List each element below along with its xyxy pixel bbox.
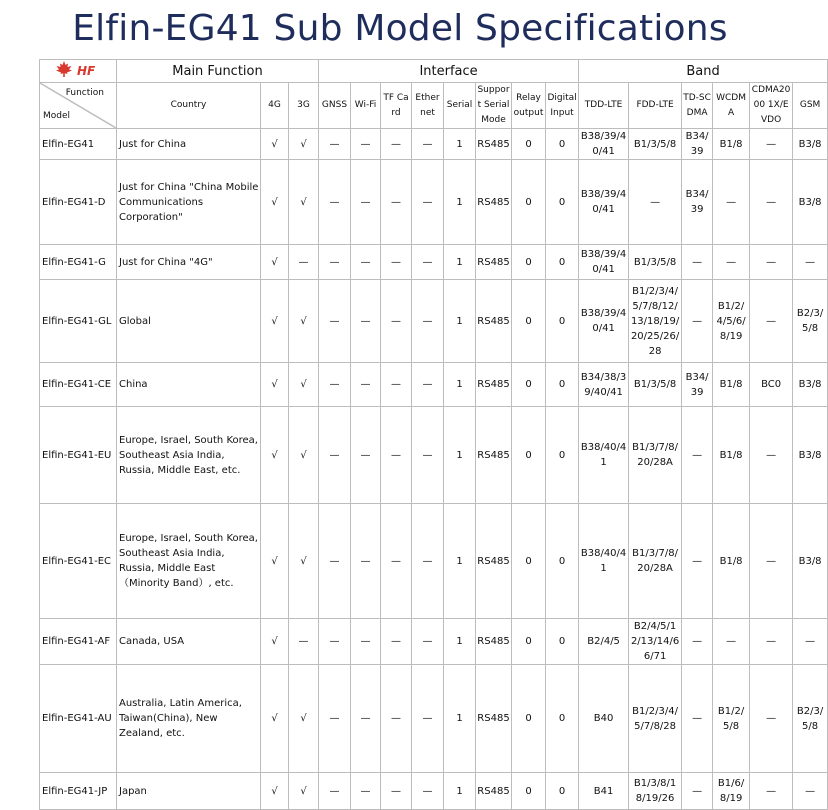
wifi-cell: — — [351, 129, 381, 160]
wcdma-cell: B1/8 — [713, 129, 750, 160]
spec-table — [39, 59, 828, 810]
gnss-cell: — — [319, 407, 351, 504]
digital-input-cell: 0 — [546, 665, 579, 773]
model-cell: Elfin-EG41-AU — [40, 665, 117, 773]
cdma2000-cell: — — [750, 280, 793, 363]
gnss-cell: — — [319, 773, 351, 810]
gsm-cell: B2/3/5/8 — [793, 280, 828, 363]
4g-cell: √ — [261, 665, 289, 773]
table-row — [40, 245, 828, 280]
td-scdma-cell: B34/39 — [682, 160, 713, 245]
tf-card-cell: — — [381, 665, 412, 773]
table-row — [40, 773, 828, 810]
gsm-cell: B2/3/5/8 — [793, 665, 828, 773]
3g-cell: √ — [289, 129, 319, 160]
tf-card-cell: — — [381, 280, 412, 363]
fdd-lte-cell: B1/3/7/8/20/28A — [629, 407, 682, 504]
tf-card-cell: — — [381, 773, 412, 810]
ethernet-cell: — — [412, 504, 444, 619]
serial-cell: 1 — [444, 280, 476, 363]
td-scdma-cell: B34/39 — [682, 363, 713, 407]
relay-output-cell: 0 — [512, 363, 546, 407]
model-cell: Elfin-EG41 — [40, 129, 117, 160]
digital-input-cell: 0 — [546, 280, 579, 363]
serial-mode-cell: RS485 — [476, 619, 512, 665]
col-digital-input: Digital Input — [546, 83, 579, 129]
wcdma-cell: — — [713, 619, 750, 665]
fdd-lte-cell: B1/3/7/8/20/28A — [629, 504, 682, 619]
cdma2000-cell: — — [750, 665, 793, 773]
wcdma-cell: B1/8 — [713, 504, 750, 619]
relay-output-cell: 0 — [512, 280, 546, 363]
col-cdma2000: CDMA2000 1X/EVDO — [750, 83, 793, 129]
fdd-lte-cell: B2/4/5/12/13/14/66/71 — [629, 619, 682, 665]
serial-mode-cell: RS485 — [476, 160, 512, 245]
gnss-cell: — — [319, 665, 351, 773]
digital-input-cell: 0 — [546, 129, 579, 160]
ethernet-cell: — — [412, 619, 444, 665]
col-gnss: GNSS — [319, 83, 351, 129]
country-cell: Europe, Israel, South Korea, Southeast Asia India, Russia, Middle East （Minority Band）, etc. — [117, 504, 261, 619]
cdma2000-cell: — — [750, 245, 793, 280]
cdma2000-cell: — — [750, 160, 793, 245]
wcdma-cell: B1/6/8/19 — [713, 773, 750, 810]
tdd-lte-cell: B40 — [579, 665, 629, 773]
cdma2000-cell: — — [750, 773, 793, 810]
digital-input-cell: 0 — [546, 245, 579, 280]
logo-cell — [40, 60, 117, 83]
wifi-cell: — — [351, 504, 381, 619]
wifi-cell: — — [351, 160, 381, 245]
model-cell: Elfin-EG41-G — [40, 245, 117, 280]
relay-output-cell: 0 — [512, 160, 546, 245]
table-row — [40, 407, 828, 504]
td-scdma-cell: — — [682, 773, 713, 810]
wifi-cell: — — [351, 363, 381, 407]
serial-cell: 1 — [444, 619, 476, 665]
tf-card-cell: — — [381, 363, 412, 407]
relay-output-cell: 0 — [512, 129, 546, 160]
tdd-lte-cell: B38/39/40/41 — [579, 160, 629, 245]
digital-input-cell: 0 — [546, 407, 579, 504]
tdd-lte-cell: B38/39/40/41 — [579, 280, 629, 363]
model-cell: Elfin-EG41-AF — [40, 619, 117, 665]
gsm-cell: — — [793, 619, 828, 665]
model-cell: Elfin-EG41-GL — [40, 280, 117, 363]
serial-cell: 1 — [444, 773, 476, 810]
serial-cell: 1 — [444, 407, 476, 504]
country-cell: Global — [117, 280, 261, 363]
3g-cell: — — [289, 245, 319, 280]
3g-cell: √ — [289, 407, 319, 504]
col-td-scdma: TD-SCDMA — [682, 83, 713, 129]
serial-mode-cell: RS485 — [476, 504, 512, 619]
gsm-cell: B3/8 — [793, 160, 828, 245]
table-row — [40, 363, 828, 407]
serial-cell: 1 — [444, 245, 476, 280]
tdd-lte-cell: B41 — [579, 773, 629, 810]
model-cell: Elfin-EG41-CE — [40, 363, 117, 407]
serial-cell: 1 — [444, 129, 476, 160]
relay-output-cell: 0 — [512, 665, 546, 773]
model-cell: Elfin-EG41-JP — [40, 773, 117, 810]
col-country: Country — [117, 83, 261, 129]
3g-cell: √ — [289, 773, 319, 810]
relay-output-cell: 0 — [512, 245, 546, 280]
col-relay-output: Relay output — [512, 83, 546, 129]
col-fdd-lte: FDD-LTE — [629, 83, 682, 129]
table-row — [40, 280, 828, 363]
ethernet-cell: — — [412, 407, 444, 504]
ethernet-cell: — — [412, 665, 444, 773]
serial-cell: 1 — [444, 665, 476, 773]
fdd-lte-cell: B1/3/5/8 — [629, 363, 682, 407]
country-cell: Just for China "4G" — [117, 245, 261, 280]
relay-output-cell: 0 — [512, 773, 546, 810]
tf-card-cell: — — [381, 245, 412, 280]
serial-cell: 1 — [444, 504, 476, 619]
3g-cell: √ — [289, 160, 319, 245]
col-wcdma: WCDMA — [713, 83, 750, 129]
cdma2000-cell: — — [750, 129, 793, 160]
4g-cell: √ — [261, 160, 289, 245]
gnss-cell: — — [319, 363, 351, 407]
col-serial-mode: Support Serial Mode — [476, 83, 512, 129]
td-scdma-cell: — — [682, 504, 713, 619]
gsm-cell: — — [793, 773, 828, 810]
country-cell: Just for China — [117, 129, 261, 160]
4g-cell: √ — [261, 129, 289, 160]
td-scdma-cell: — — [682, 280, 713, 363]
digital-input-cell: 0 — [546, 504, 579, 619]
digital-input-cell: 0 — [546, 773, 579, 810]
td-scdma-cell: — — [682, 245, 713, 280]
4g-cell: √ — [261, 363, 289, 407]
country-cell: Australia, Latin America, Taiwan(China), New Zealand, etc. — [117, 665, 261, 773]
tf-card-cell: — — [381, 619, 412, 665]
country-cell: China — [117, 363, 261, 407]
serial-mode-cell: RS485 — [476, 665, 512, 773]
spec-table-body — [40, 129, 828, 810]
col-3g: 3G — [289, 83, 319, 129]
band-header: Band — [579, 60, 828, 83]
wifi-cell: — — [351, 280, 381, 363]
wcdma-cell: B1/8 — [713, 407, 750, 504]
country-cell: Canada, USA — [117, 619, 261, 665]
country-cell: Europe, Israel, South Korea, Southeast Asia India, Russia, Middle East, etc. — [117, 407, 261, 504]
tf-card-cell: — — [381, 129, 412, 160]
serial-mode-cell: RS485 — [476, 245, 512, 280]
table-row — [40, 665, 828, 773]
digital-input-cell: 0 — [546, 160, 579, 245]
gsm-cell: B3/8 — [793, 504, 828, 619]
col-gsm: GSM — [793, 83, 828, 129]
cdma2000-cell: — — [750, 619, 793, 665]
col-wifi: Wi-Fi — [351, 83, 381, 129]
fdd-lte-cell: — — [629, 160, 682, 245]
4g-cell: √ — [261, 245, 289, 280]
td-scdma-cell: — — [682, 407, 713, 504]
gnss-cell: — — [319, 245, 351, 280]
serial-mode-cell: RS485 — [476, 280, 512, 363]
country-cell: Japan — [117, 773, 261, 810]
relay-output-cell: 0 — [512, 504, 546, 619]
relay-output-cell: 0 — [512, 619, 546, 665]
gsm-cell: B3/8 — [793, 129, 828, 160]
tdd-lte-cell: B38/40/41 — [579, 407, 629, 504]
cdma2000-cell: BC0 — [750, 363, 793, 407]
4g-cell: √ — [261, 619, 289, 665]
3g-cell: — — [289, 619, 319, 665]
td-scdma-cell: — — [682, 619, 713, 665]
fdd-lte-cell: B1/3/5/8 — [629, 129, 682, 160]
serial-mode-cell: RS485 — [476, 129, 512, 160]
ethernet-cell: — — [412, 160, 444, 245]
fdd-lte-cell: B1/3/8/18/19/26 — [629, 773, 682, 810]
tf-card-cell: — — [381, 504, 412, 619]
col-serial: Serial — [444, 83, 476, 129]
ethernet-cell: — — [412, 129, 444, 160]
tdd-lte-cell: B38/40/41 — [579, 504, 629, 619]
interface-header: Interface — [319, 60, 579, 83]
logo-text: HF — [77, 63, 96, 78]
fdd-lte-cell: B1/3/5/8 — [629, 245, 682, 280]
serial-mode-cell: RS485 — [476, 773, 512, 810]
4g-cell: √ — [261, 504, 289, 619]
tf-card-cell: — — [381, 407, 412, 504]
maple-leaf-icon — [55, 61, 73, 82]
function-label: Function — [65, 88, 104, 98]
gsm-cell: — — [793, 245, 828, 280]
serial-mode-cell: RS485 — [476, 363, 512, 407]
wifi-cell: — — [351, 245, 381, 280]
model-cell: Elfin-EG41-EU — [40, 407, 117, 504]
wifi-cell: — — [351, 665, 381, 773]
ethernet-cell: — — [412, 280, 444, 363]
wifi-cell: — — [351, 619, 381, 665]
serial-mode-cell: RS485 — [476, 407, 512, 504]
ethernet-cell: — — [412, 363, 444, 407]
col-tf-card: TF Card — [381, 83, 412, 129]
4g-cell: √ — [261, 280, 289, 363]
header-group-row — [40, 60, 828, 83]
3g-cell: √ — [289, 363, 319, 407]
gnss-cell: — — [319, 160, 351, 245]
fdd-lte-cell: B1/2/3/4/5/7/8/28 — [629, 665, 682, 773]
tdd-lte-cell: B2/4/5 — [579, 619, 629, 665]
relay-output-cell: 0 — [512, 407, 546, 504]
table-row — [40, 160, 828, 245]
tdd-lte-cell: B38/39/40/41 — [579, 245, 629, 280]
serial-cell: 1 — [444, 160, 476, 245]
country-cell: Just for China "China Mobile Communications Corporation" — [117, 160, 261, 245]
3g-cell: √ — [289, 665, 319, 773]
table-row — [40, 129, 828, 160]
wcdma-cell: B1/2/5/8 — [713, 665, 750, 773]
tdd-lte-cell: B38/39/40/41 — [579, 129, 629, 160]
col-4g: 4G — [261, 83, 289, 129]
cdma2000-cell: — — [750, 504, 793, 619]
tf-card-cell: — — [381, 160, 412, 245]
td-scdma-cell: B34/39 — [682, 129, 713, 160]
tdd-lte-cell: B34/38/39/40/41 — [579, 363, 629, 407]
ethernet-cell: — — [412, 773, 444, 810]
main-function-header: Main Function — [117, 60, 319, 83]
wcdma-cell: — — [713, 160, 750, 245]
gnss-cell: — — [319, 504, 351, 619]
wcdma-cell: B1/8 — [713, 363, 750, 407]
wifi-cell: — — [351, 407, 381, 504]
header-column-row — [40, 83, 828, 129]
table-row — [40, 619, 828, 665]
gnss-cell: — — [319, 129, 351, 160]
wcdma-cell: — — [713, 245, 750, 280]
td-scdma-cell: — — [682, 665, 713, 773]
wifi-cell: — — [351, 773, 381, 810]
gsm-cell: B3/8 — [793, 407, 828, 504]
col-tdd-lte: TDD-LTE — [579, 83, 629, 129]
function-model-corner — [40, 83, 117, 129]
ethernet-cell: — — [412, 245, 444, 280]
cdma2000-cell: — — [750, 407, 793, 504]
gsm-cell: B3/8 — [793, 363, 828, 407]
3g-cell: √ — [289, 280, 319, 363]
model-cell: Elfin-EG41-D — [40, 160, 117, 245]
3g-cell: √ — [289, 504, 319, 619]
digital-input-cell: 0 — [546, 363, 579, 407]
model-cell: Elfin-EG41-EC — [40, 504, 117, 619]
col-ethernet: Ethernet — [412, 83, 444, 129]
gnss-cell: — — [319, 280, 351, 363]
table-row — [40, 504, 828, 619]
fdd-lte-cell: B1/2/3/4/5/7/8/12/13/18/19/20/25/26/28 — [629, 280, 682, 363]
page-title: Elfin-EG41 Sub Model Specifications — [72, 8, 728, 49]
digital-input-cell: 0 — [546, 619, 579, 665]
gnss-cell: — — [319, 619, 351, 665]
model-label: Model — [43, 111, 71, 121]
serial-cell: 1 — [444, 363, 476, 407]
wcdma-cell: B1/2/4/5/6/8/19 — [713, 280, 750, 363]
4g-cell: √ — [261, 773, 289, 810]
4g-cell: √ — [261, 407, 289, 504]
